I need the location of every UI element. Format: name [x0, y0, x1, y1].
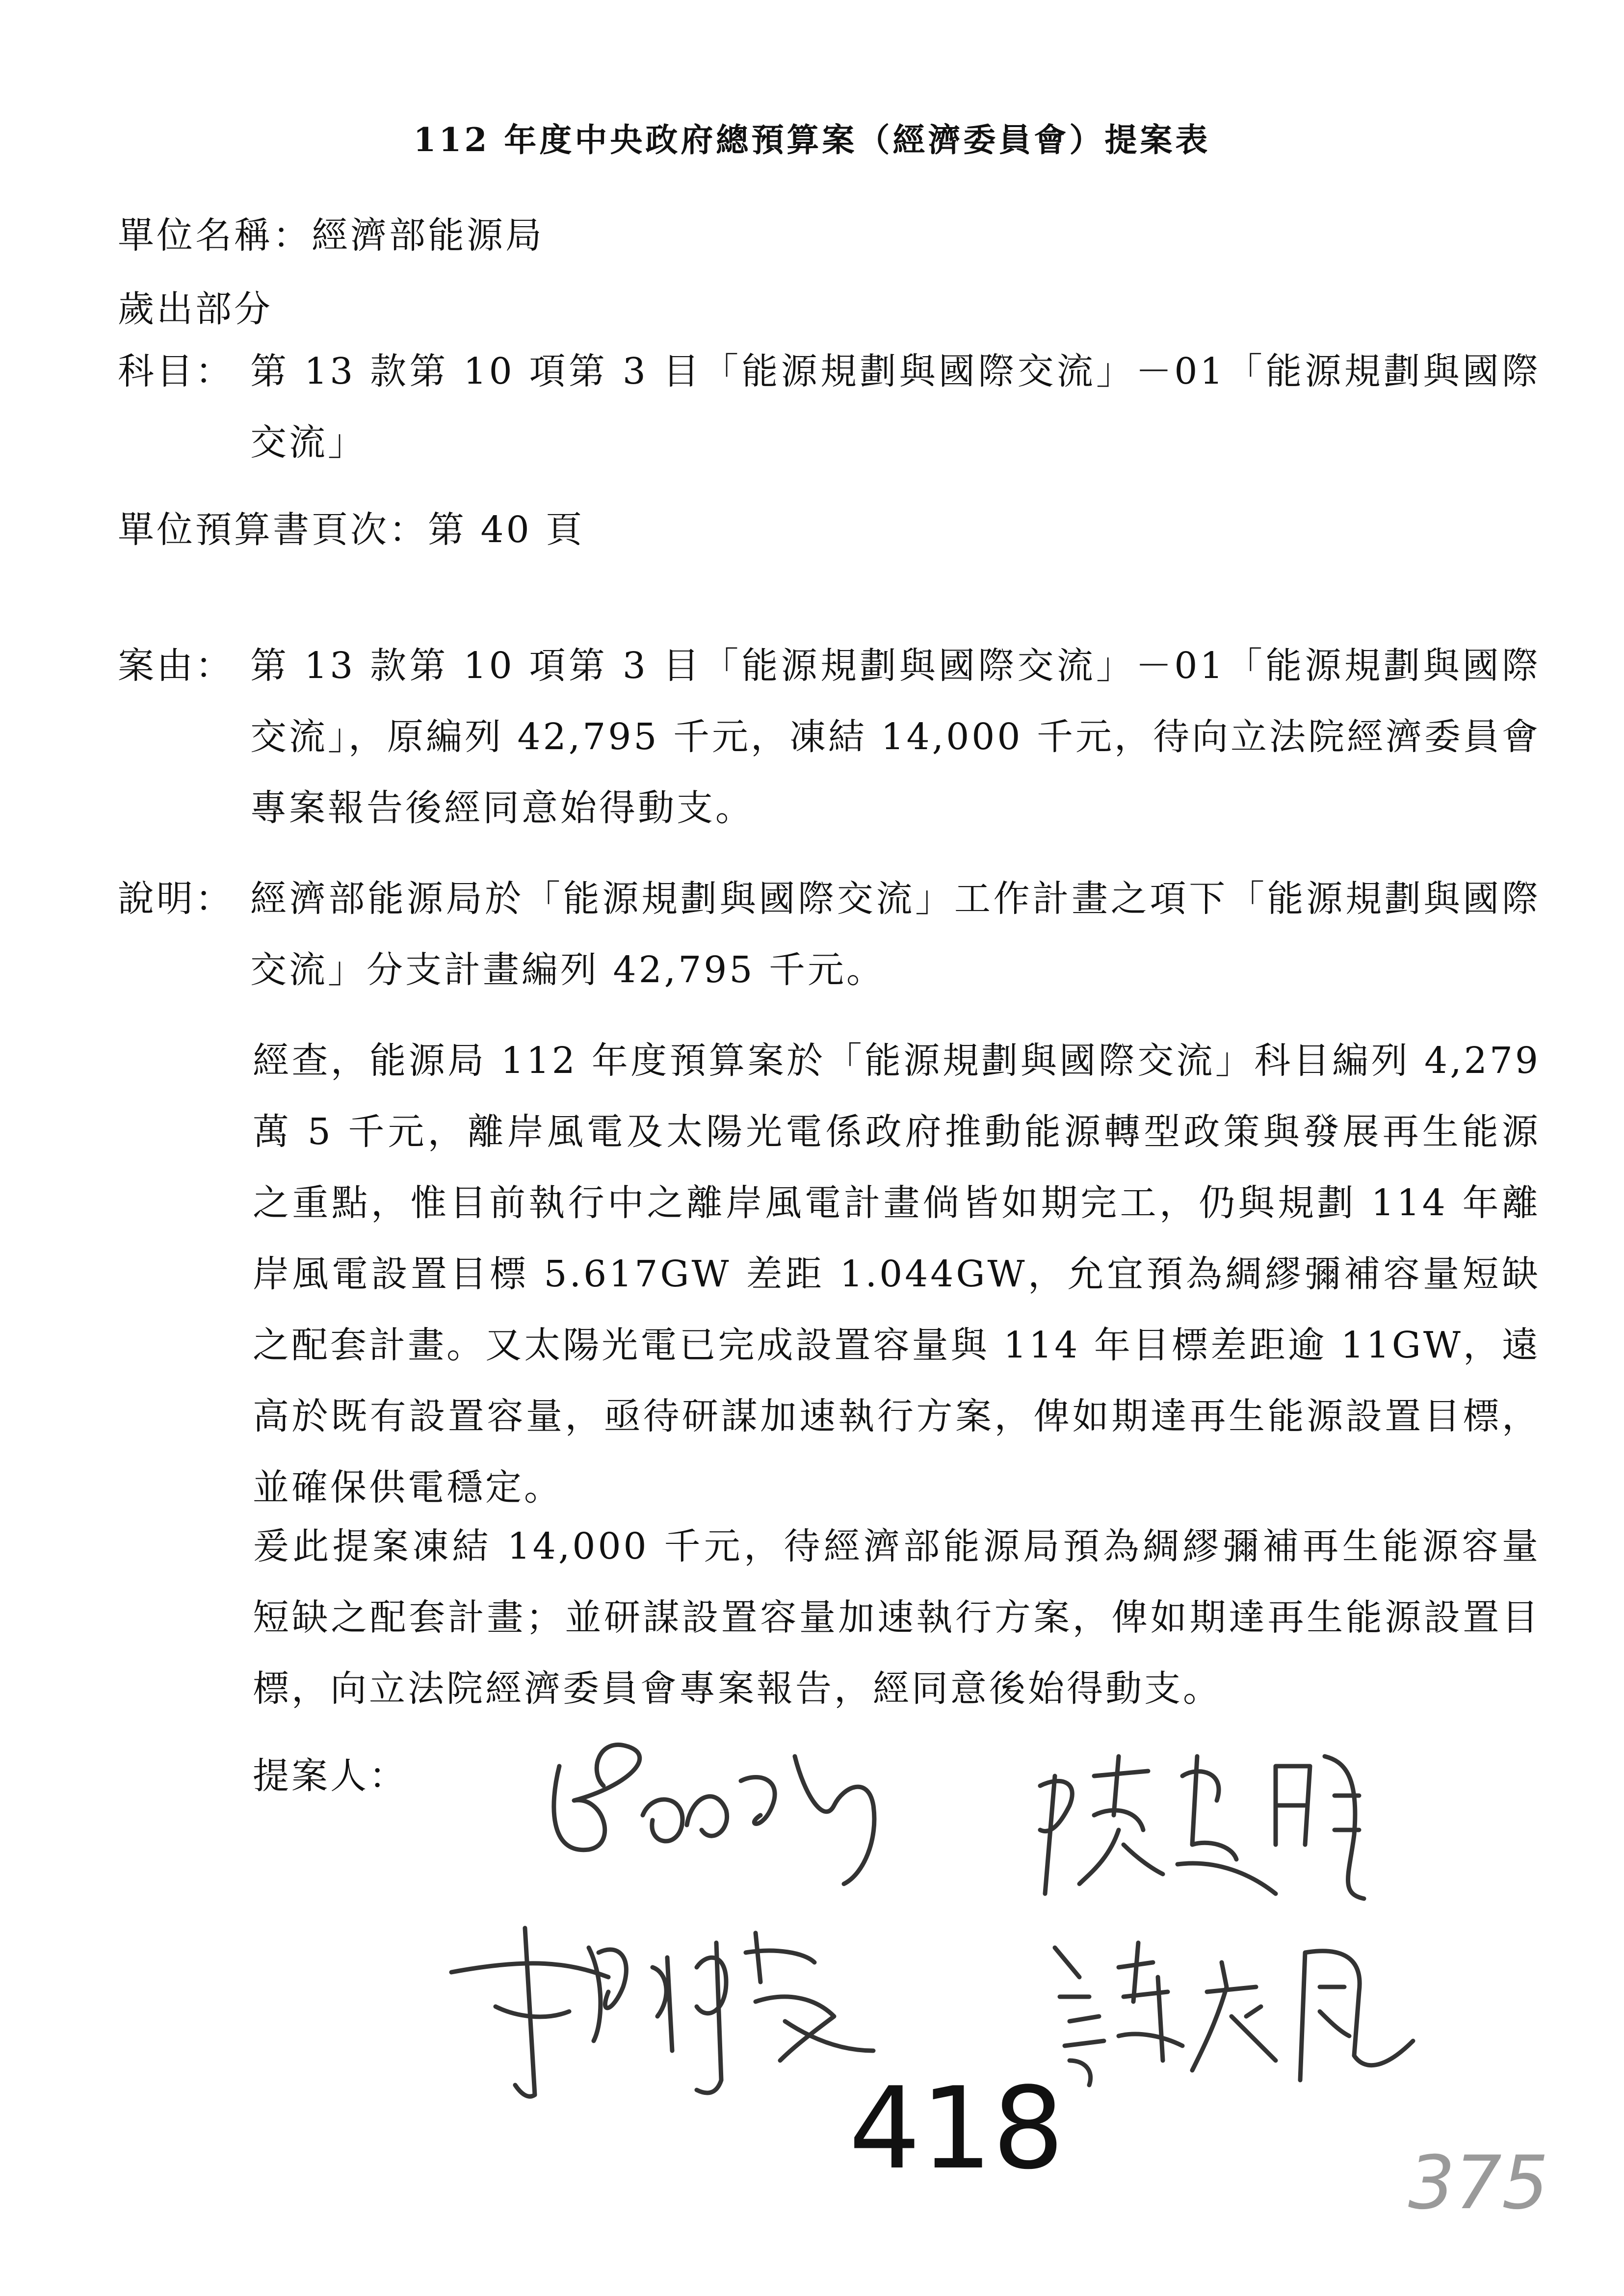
signature-3 — [442, 1904, 913, 2114]
explanation-paragraph-3: 爰此提案凍結 14,000 千元，待經濟部能源局預為綢繆彌補再生能源容量短缺之配套計畫；並研謀設置容量加速執行方案，俾如期達再生能源設置目標，向立法院經濟委員會專案報告，經同意後始得動支。 — [253, 1525, 1541, 1710]
explanation-block — [118, 863, 1541, 1006]
secondary-page-number: 375 — [1408, 2140, 1549, 2226]
reason-block — [118, 630, 1541, 844]
explanation-paragraph-2: 經查，能源局 112 年度預算案於「能源規劃與國際交流」科目編列 4,279 萬 5 千元，離岸風電及太陽光電係政府推動能源轉型政策與發展再生能源之重點，惟目前執行中之離岸風電計畫倘皆如期完工，仍與規劃 114 年離岸風電設置目標 5.617GW 差距 1.044GW，允宜預為綢繆彌補容量短缺之配套計畫。又太陽光電已完成設置容量與 114 年目標差距逾 11GW，遠高於既有設置容量，亟待研謀加速執行方案，俾如期達再生能源設置目標，並確保供電穩定。 — [253, 1040, 1541, 1509]
subject-label: 科目： — [118, 350, 234, 392]
explanation-label: 說明： — [118, 878, 234, 920]
signature-1 — [530, 1727, 903, 1904]
unit-name: 單位名稱：經濟部能源局 — [118, 214, 544, 257]
explanation-text: 經濟部能源局於「能源規劃與國際交流」工作計畫之項下「能源規劃與國際交流」分支計畫編列 42,795 千元。 — [250, 878, 1541, 991]
page-number: 418 — [849, 2063, 1064, 2194]
signature-2 — [1021, 1747, 1393, 1908]
reason-text: 第 13 款第 10 項第 3 目「能源規劃與國際交流」－01「能源規劃與國際交流」，原編列 42,795 千元，凍結 14,000 千元，待向立法院經濟委員會專案報告後經同意始得動支。 — [250, 645, 1541, 829]
reason-label: 案由： — [118, 645, 234, 687]
subject-text: 第 13 款第 10 項第 3 目「能源規劃與國際交流」－01「能源規劃與國際交流」 — [250, 350, 1541, 464]
budget-page: 單位預算書頁次：第 40 頁 — [118, 509, 585, 551]
signature-4 — [1040, 1933, 1442, 2095]
section-label: 歲出部分 — [118, 288, 273, 330]
document-title: 112 年度中央政府總預算案（經濟委員會）提案表 — [413, 121, 1211, 159]
subject-block — [118, 336, 1541, 478]
proposer-label: 提案人： — [253, 1755, 408, 1797]
